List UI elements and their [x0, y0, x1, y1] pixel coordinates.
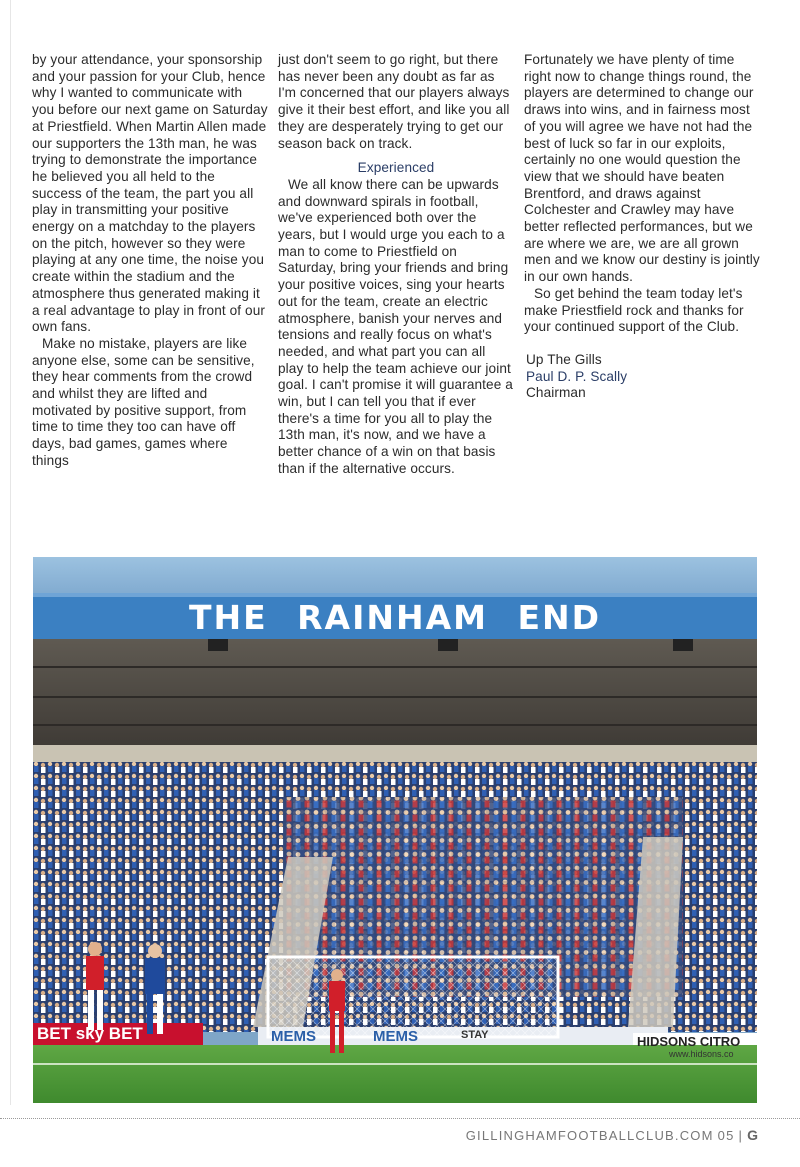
article-columns — [32, 52, 762, 542]
paragraph: We all know there can be upwards and downward spirals in football, we've experienced both over the years, but I would urge you each to a man to come to Priestfield on Saturday, bring your friends and bring your positive voices, sing your hearts out for the team, create an electric atmosphere, banish your nerves and tensions and really focus on what's needed, and what part you can all play to help the team achieve our joint goal. I can't promise it will guarantee a win, but I can tell you that if ever there's a time for you all to play the 13th man, it's now, and we have a better chance of a win on that basis than if the alternative occurs. — [278, 176, 513, 476]
ad-board-hidsons: HIDSONS CITRO — [637, 1034, 741, 1049]
footer-separator: | — [738, 1127, 744, 1143]
article-column-2 — [278, 52, 514, 478]
paragraph: So get behind the team today let's make Priestfield rock and thanks for your continued support of the Club. — [524, 285, 744, 335]
subheading: Experienced — [357, 160, 435, 176]
roof-underside — [33, 639, 757, 749]
paragraph: Fortunately we have plenty of time right now to change things round, the players are determined to change our draws into wins, and in fairness most of you will agree we have not had the best of luck so far in our exploits, certainly no one would question the view that we should have beaten Brentford, and draws against Colchester and Crawley may have better reflected performances, but we are where we are, we are all grown men and we know our destiny is jointly in our own hands. — [524, 52, 760, 285]
club-mark-icon: G — [747, 1127, 758, 1143]
page-footer — [466, 1127, 758, 1143]
signoff-name: Paul D. P. Scally — [526, 368, 628, 384]
page-edge-rule — [10, 0, 11, 1105]
footer-page-number: 05 — [717, 1127, 735, 1143]
ad-board-left-text: BET sky BET — [37, 1024, 143, 1043]
ad-board-stay: STAY — [461, 1029, 489, 1041]
article-column-3 — [524, 52, 764, 402]
paragraph: Make no mistake, players are like anyone else, some can be sensitive, they hear comments from the crowd and whilst they are lifted and motivated by positive support, from time to time they too can have off days, bad games, games where things — [32, 335, 255, 468]
paragraph: just don't seem to go right, but there has never been any doubt as far as I'm concerned that our players always give it their best effort, and like you all they are desperately trying to get our season back on track. — [278, 52, 510, 151]
signoff — [524, 352, 764, 402]
article-column-1 — [32, 52, 268, 470]
paragraph: by your attendance, your sponsorship and your passion for your Club, hence why I wanted to communicate with you before our next game on Saturday at Priestfield. When Martin Allen made our supporters the 13th man, he was trying to demonstrate the importance he believed you all held to the success of the team, the part you all play in transmitting your positive energy on a matchday to the players on the pitch, however so they were playing at any one time, the noise you create within the stadium and the atmosphere thus generated making it a real advantage to play in front of our own fans. — [32, 52, 268, 335]
goal — [268, 957, 558, 1037]
stand-sign: THE RAINHAM END — [188, 597, 602, 637]
stadium-photo — [33, 557, 757, 1103]
stadium-illustration — [33, 557, 757, 1103]
signoff-title: Chairman — [526, 385, 586, 401]
ad-board-mems-2: MEMS — [373, 1028, 418, 1045]
signoff-line: Up The Gills — [526, 351, 602, 367]
ad-board-mems-1: MEMS — [271, 1028, 316, 1045]
ad-board-hidsons-url: www.hidsons.co — [669, 1049, 734, 1059]
pitch — [33, 1045, 757, 1103]
sky — [33, 557, 757, 597]
footer-rule — [0, 1118, 800, 1119]
footer-site: GILLINGHAMFOOTBALLCLUB.COM — [465, 1127, 714, 1143]
